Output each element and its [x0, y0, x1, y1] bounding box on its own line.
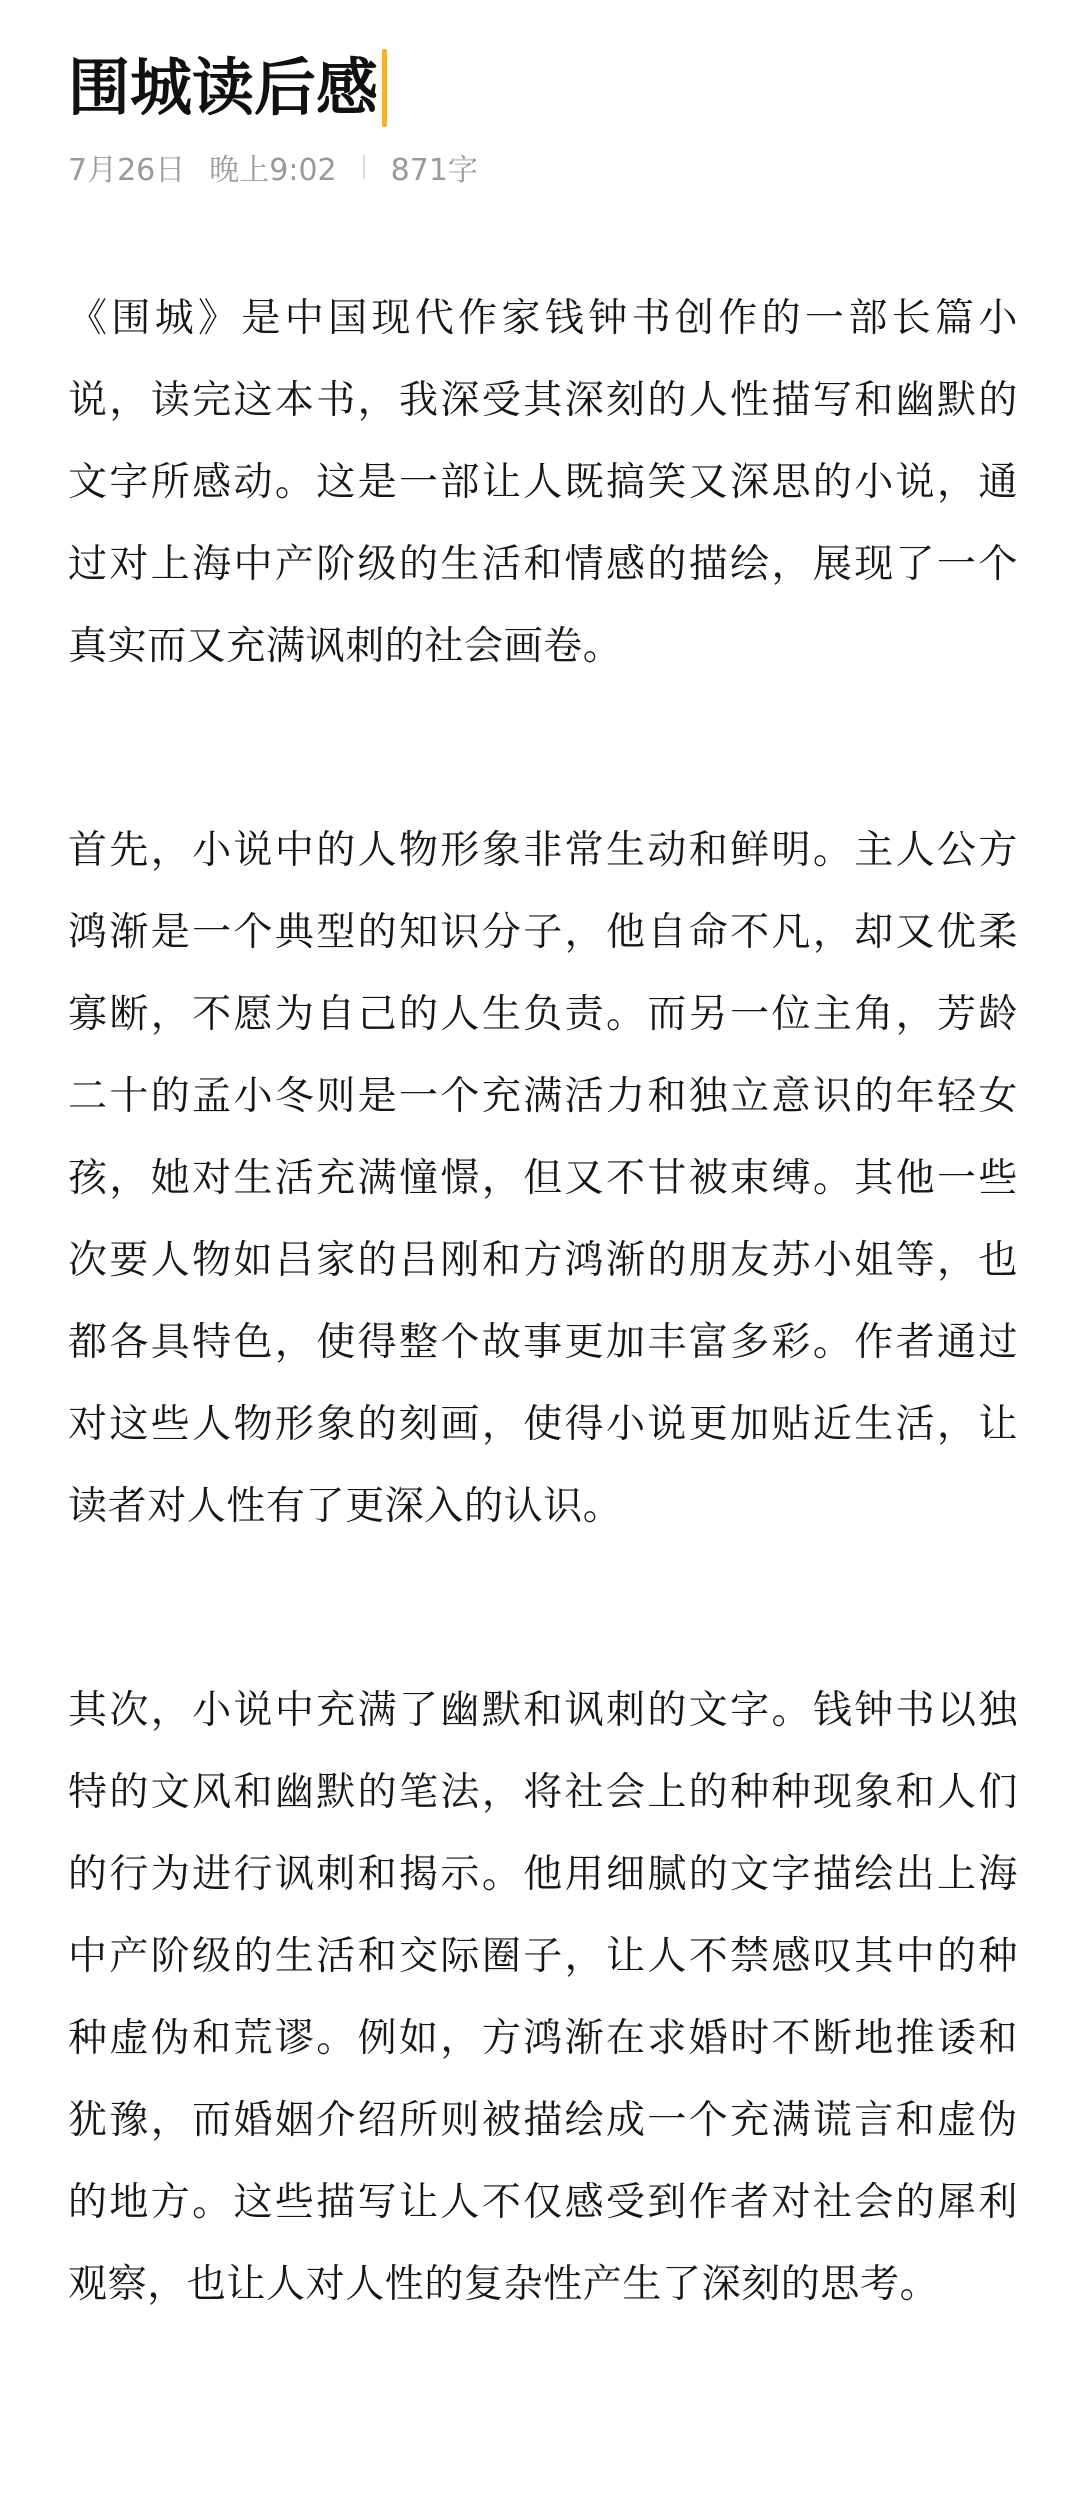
note-title[interactable]: 围城读后感: [68, 51, 379, 124]
note-body[interactable]: [68, 278, 1018, 2326]
title-row: [68, 44, 1018, 132]
paragraph-3[interactable]: 其次，小说中充满了幽默和讽刺的文字。钱钟书以独特的文风和幽默的笔法，将社会上的种种现象和人们的行为进行讽刺和揭示。他用细腻的文字描绘出上海中产阶级的生活和交际圈子，让人不禁感叹其中的种种虚伪和荒谬。例如，方鸿渐在求婚时不断地推诿和犹豫，而婚姻介绍所则被描绘成一个充满谎言和虚伪的地方。这些描写让人不仅感受到作者对社会的犀利观察，也让人对人性的复杂性产生了深刻的思考。: [68, 1688, 1018, 2307]
note-editor[interactable]: [68, 44, 1018, 2326]
paragraph-1[interactable]: 《围城》是中国现代作家钱钟书创作的一部长篇小说，读完这本书，我深受其深刻的人性描写和幽默的文字所感动。这是一部让人既搞笑又深思的小说，通过对上海中产阶级的生活和情感的描绘，展现了一个真实而又充满讽刺的社会画卷。: [68, 296, 1018, 669]
note-time: 晚上9:02: [209, 153, 337, 188]
paragraph-2[interactable]: 首先，小说中的人物形象非常生动和鲜明。主人公方鸿渐是一个典型的知识分子，他自命不凡，却又优柔寡断，不愿为自己的人生负责。而另一位主角，芳龄二十的孟小冬则是一个充满活力和独立意识的年轻女孩，她对生活充满憧憬，但又不甘被束缚。其他一些次要人物如吕家的吕刚和方鸿渐的朋友苏小姐等，也都各具特色，使得整个故事更加丰富多彩。作者通过对这些人物形象的刻画，使得小说更加贴近生活，让读者对人性有了更深入的认识。: [68, 828, 1018, 1529]
note-date: 7月26日: [68, 153, 186, 188]
text-cursor: [382, 49, 387, 127]
note-meta: [68, 142, 1018, 192]
meta-divider: [363, 155, 365, 179]
word-count: 871字: [390, 153, 478, 188]
